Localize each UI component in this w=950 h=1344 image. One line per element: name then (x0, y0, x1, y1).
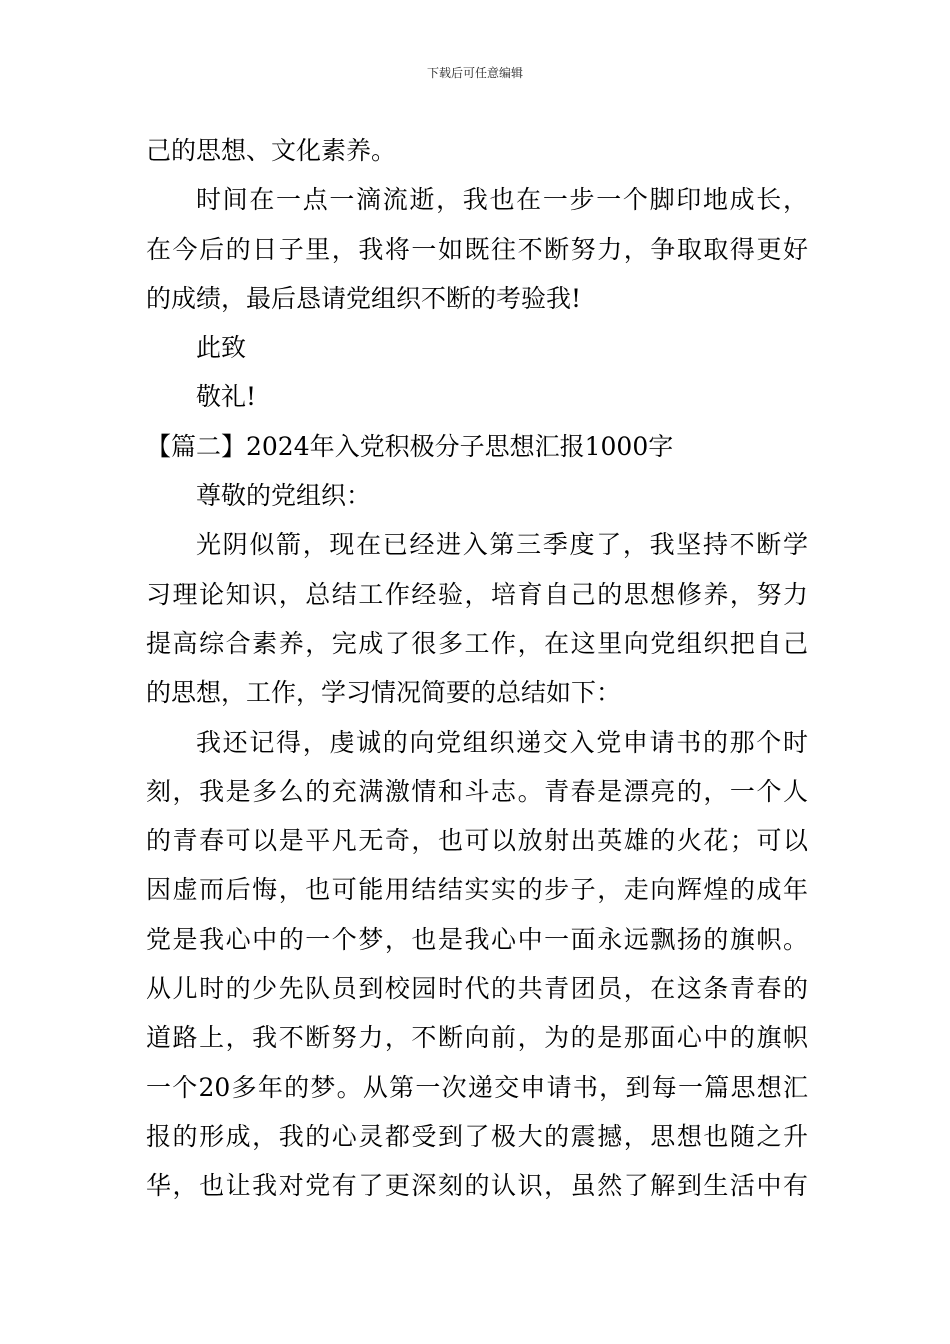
text-line: 【篇二】2024年入党积极分子思想汇报1000字 (146, 431, 674, 461)
text-line: 一个20多年的梦。从第一次递交申请书，到每一篇思想汇 (146, 1072, 808, 1102)
text-line: 的成绩，最后恳请党组织不断的考验我! (146, 283, 582, 313)
text-line: 己的思想、文化素养。 (146, 136, 397, 165)
text-line: 光阴似箭，现在已经进入第三季度了，我坚持不断学 (196, 530, 808, 560)
page-header-note: 下载后可任意编辑 (426, 66, 523, 80)
text-line: 刻，我是多么的充满激情和斗志。青春是漂亮的，一个人 (146, 776, 808, 806)
text-line: 我还记得，虔诚的向党组织递交入党申请书的那个时 (196, 727, 808, 757)
text-line: 从儿时的少先队员到校园时代的共青团员，在这条青春的 (146, 974, 808, 1004)
text-line: 道路上，我不断努力，不断向前，为的是那面心中的旗帜 (146, 1023, 808, 1053)
text-line: 习理论知识，总结工作经验，培育自己的思想修养，努力 (146, 579, 808, 609)
text-line: 此致 (196, 333, 247, 363)
text-line: 报的形成，我的心灵都受到了极大的震撼，思想也随之升 (146, 1121, 808, 1151)
text-line: 党是我心中的一个梦，也是我心中一面永远飘扬的旗帜。 (146, 924, 808, 954)
text-line: 时间在一点一滴流逝，我也在一步一个脚印地成长， (196, 185, 808, 215)
text-line: 尊敬的党组织： (196, 481, 372, 511)
text-line: 在今后的日子里，我将一如既往不断努力，争取取得更好 (146, 234, 808, 264)
text-line: 提高综合素养，完成了很多工作，在这里向党组织把自己 (146, 628, 808, 658)
text-line: 因虚而后悔，也可能用结结实实的步子，走向辉煌的成年 (146, 875, 808, 905)
text-line: 华，也让我对党有了更深刻的认识，虽然了解到生活中有 (146, 1171, 808, 1201)
document-body (146, 126, 808, 1211)
text-line: 的青春可以是平凡无奇，也可以放射出英雄的火花；可以 (146, 826, 808, 856)
text-line: 敬礼! (196, 382, 257, 412)
text-line: 的思想，工作，学习情况简要的总结如下： (146, 678, 622, 708)
